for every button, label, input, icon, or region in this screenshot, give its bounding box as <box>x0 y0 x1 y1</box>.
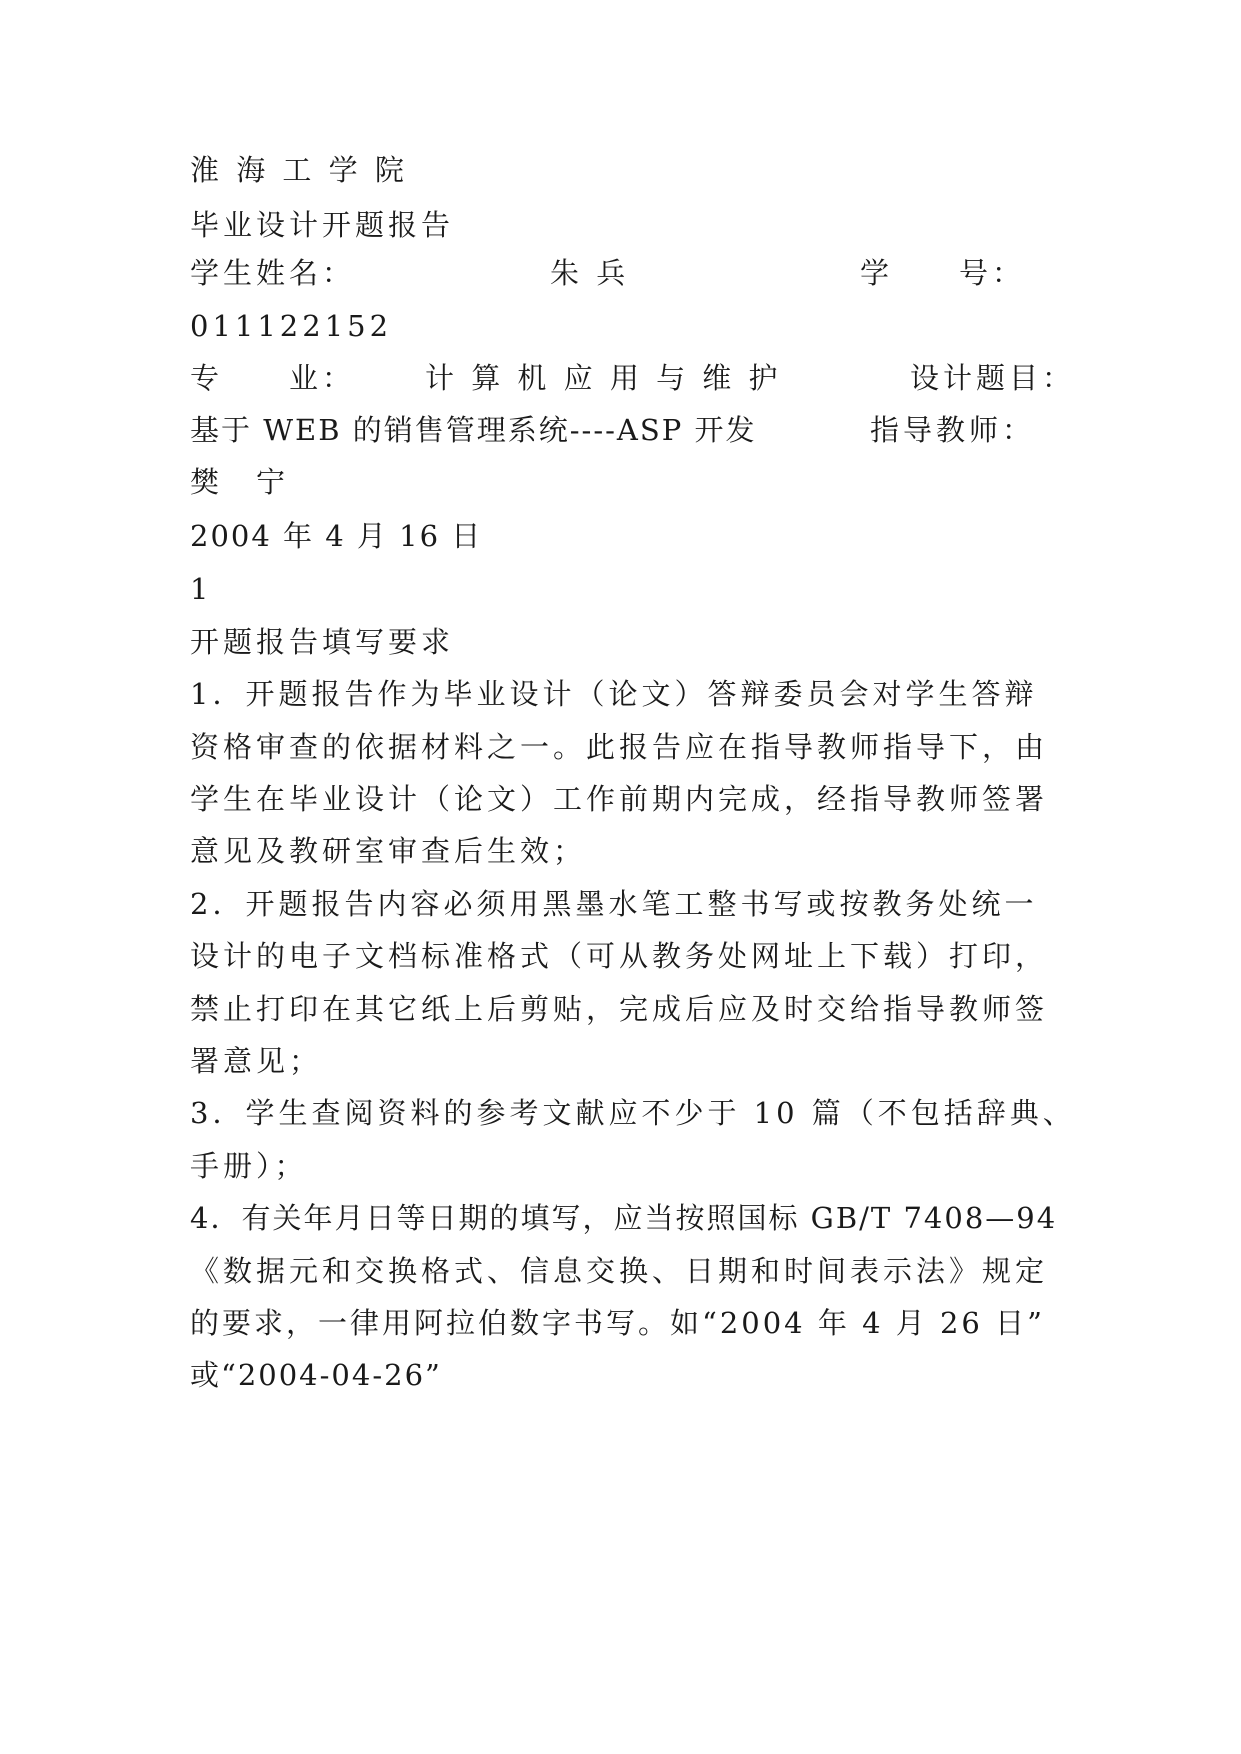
requirement-line: 学生在毕业设计（论文）工作前期内完成，经指导教师签署 <box>190 782 1049 816</box>
student-id-label: 学 号： <box>860 256 1026 290</box>
requirement-line: 意见及教研室审查后生效； <box>190 834 587 868</box>
requirement-line: 禁止打印在其它纸上后剪贴，完成后应及时交给指导教师签 <box>190 992 1049 1026</box>
student-id-value: 011122152 <box>190 309 393 343</box>
major-value: 计 算 机 应 用 与 维 护 <box>425 361 782 395</box>
report-date: 2004 年 4 月 16 日 <box>190 519 483 553</box>
requirement-line: 或“2004-04-26” <box>190 1358 442 1392</box>
advisor-value: 樊 宁 <box>190 465 290 499</box>
report-title: 毕业设计开题报告 <box>190 208 455 242</box>
requirement-line: 的要求，一律用阿拉伯数字书写。如“2004 年 4 月 26 日” <box>190 1306 1045 1340</box>
requirement-line: 《数据元和交换格式、信息交换、日期和时间表示法》规定 <box>190 1254 1049 1288</box>
requirement-line: 署意见； <box>190 1044 323 1078</box>
requirement-line: 3．学生查阅资料的参考文献应不少于 10 篇（不包括辞典、 <box>190 1096 1076 1130</box>
institution-name: 淮 海 工 学 院 <box>190 153 408 187</box>
major-label: 专 业： <box>190 361 356 395</box>
requirement-line: 1．开题报告作为毕业设计（论文）答辩委员会对学生答辩 <box>190 677 1038 711</box>
requirement-line: 4．有关年月日等日期的填写，应当按照国标 GB/T 7408—94 <box>190 1201 1058 1235</box>
requirement-line: 手册）； <box>190 1149 308 1183</box>
requirements-heading: 开题报告填写要求 <box>190 625 455 659</box>
requirement-line: 资格审查的依据材料之一。此报告应在指导教师指导下，由 <box>190 730 1049 764</box>
topic-value: 基于 WEB 的销售管理系统----ASP 开发 <box>190 413 757 447</box>
requirement-line: 2．开题报告内容必须用黑墨水笔工整书写或按教务处统一 <box>190 887 1038 921</box>
requirement-line: 设计的电子文档标准格式（可从教务处网址上下载）打印， <box>190 939 1049 973</box>
topic-label: 设计题目： <box>910 361 1076 395</box>
student-name-label: 学生姓名： <box>190 256 356 290</box>
page-number: 1 <box>190 572 213 606</box>
student-name-value: 朱 兵 <box>550 256 630 290</box>
advisor-label: 指导教师： <box>870 413 1036 447</box>
